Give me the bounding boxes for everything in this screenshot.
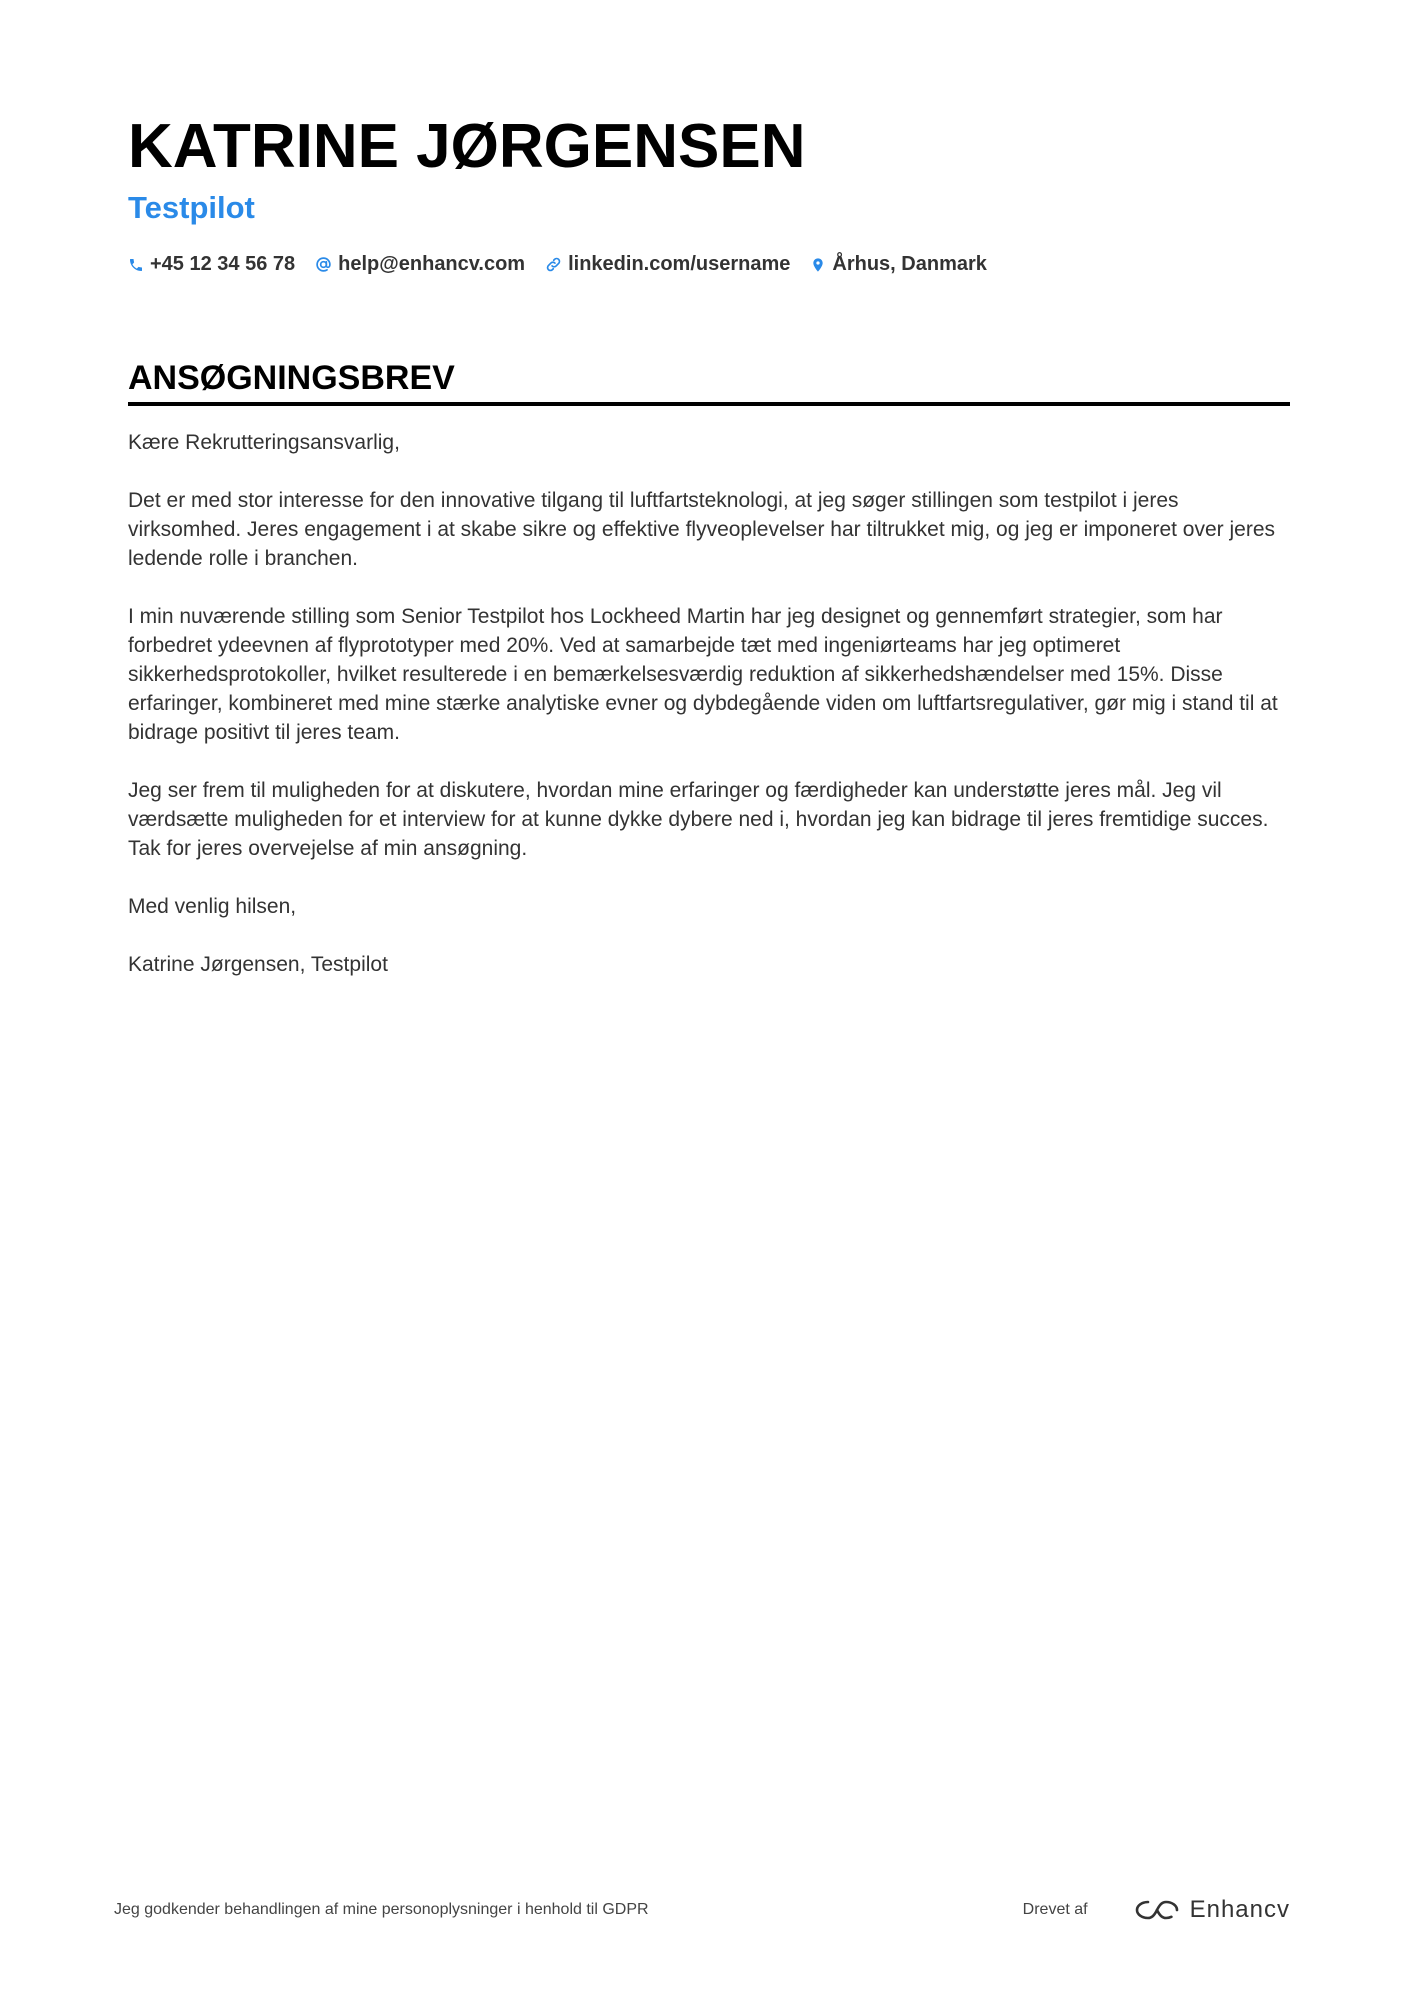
enhancv-logo-icon xyxy=(1134,1898,1180,1922)
letter-paragraph: Det er med stor interesse for den innovative tilgang til luftfartsteknologi, at jeg søger stillingen som testpilot i jeres virksomhed. Jeres engagement i at skabe sikre og effektive flyveoplevelser har tiltrukket mig, og jeg er imponeret over jeres ledende rolle i branchen. xyxy=(128,489,1275,570)
letter-salutation: Kære Rekrutteringsansvarlig, xyxy=(128,431,400,454)
candidate-name: KATRINE JØRGENSEN xyxy=(128,112,806,181)
cover-letter-page xyxy=(128,110,1290,1008)
gdpr-consent: Jeg godkender behandlingen af mine personoplysninger i henhold til GDPR xyxy=(114,1901,649,1918)
phone-icon xyxy=(128,257,144,273)
phone-text: +45 12 34 56 78 xyxy=(150,253,296,275)
location-pin-icon xyxy=(810,256,826,274)
letter-paragraph: I min nuværende stilling som Senior Testpilot hos Lockheed Martin har jeg designet og gennemført strategier, som har forbedret ydeevnen af flyprototyper med 20%. Ved at samarbejde tæt med ingeniørteams har jeg optimeret sikkerhedsprotokoller, hvilket resulterede i en bemærkelsesværdig reduktion af sikkerhedshændelser med 15%. Disse erfaringer, kombineret med mine stærke analytiske evner og dybdegående viden om luftfartsregulativer, gør mig i stand til at bidrage positivt til jeres team. xyxy=(128,605,1278,744)
contact-bar xyxy=(128,253,1290,276)
contact-linkedin[interactable] xyxy=(545,253,790,276)
powered-by-label: Drevet af xyxy=(1022,1901,1088,1918)
contact-email[interactable] xyxy=(315,253,525,276)
link-icon xyxy=(545,256,562,273)
linkedin-text: linkedin.com/username xyxy=(568,253,791,275)
contact-location xyxy=(810,253,987,276)
letter-closing: Med venlig hilsen, xyxy=(128,895,297,918)
section-divider xyxy=(128,402,1290,406)
contact-phone[interactable] xyxy=(128,253,295,276)
letter-signature: Katrine Jørgensen, Testpilot xyxy=(128,953,388,976)
letter-body xyxy=(128,428,1290,979)
location-text: Århus, Danmark xyxy=(832,253,987,275)
letter-paragraph: Jeg ser frem til muligheden for at diskutere, hvordan mine erfaringer og færdigheder kan understøtte jeres mål. Jeg vil værdsætte muligheden for et interview for at kunne dykke dybere ned i, hvordan jeg kan bidrage til jeres fremtidige succes. Tak for jeres overvejelse af min ansøgning. xyxy=(128,779,1269,860)
section-title: ANSØGNINGSBREV xyxy=(128,359,455,397)
candidate-role: Testpilot xyxy=(128,190,255,225)
at-icon xyxy=(315,256,332,273)
enhancv-logo[interactable] xyxy=(1134,1896,1290,1924)
email-text: help@enhancv.com xyxy=(338,253,526,275)
page-footer xyxy=(114,1890,1290,1930)
brand-name: Enhancv xyxy=(1189,1896,1290,1923)
